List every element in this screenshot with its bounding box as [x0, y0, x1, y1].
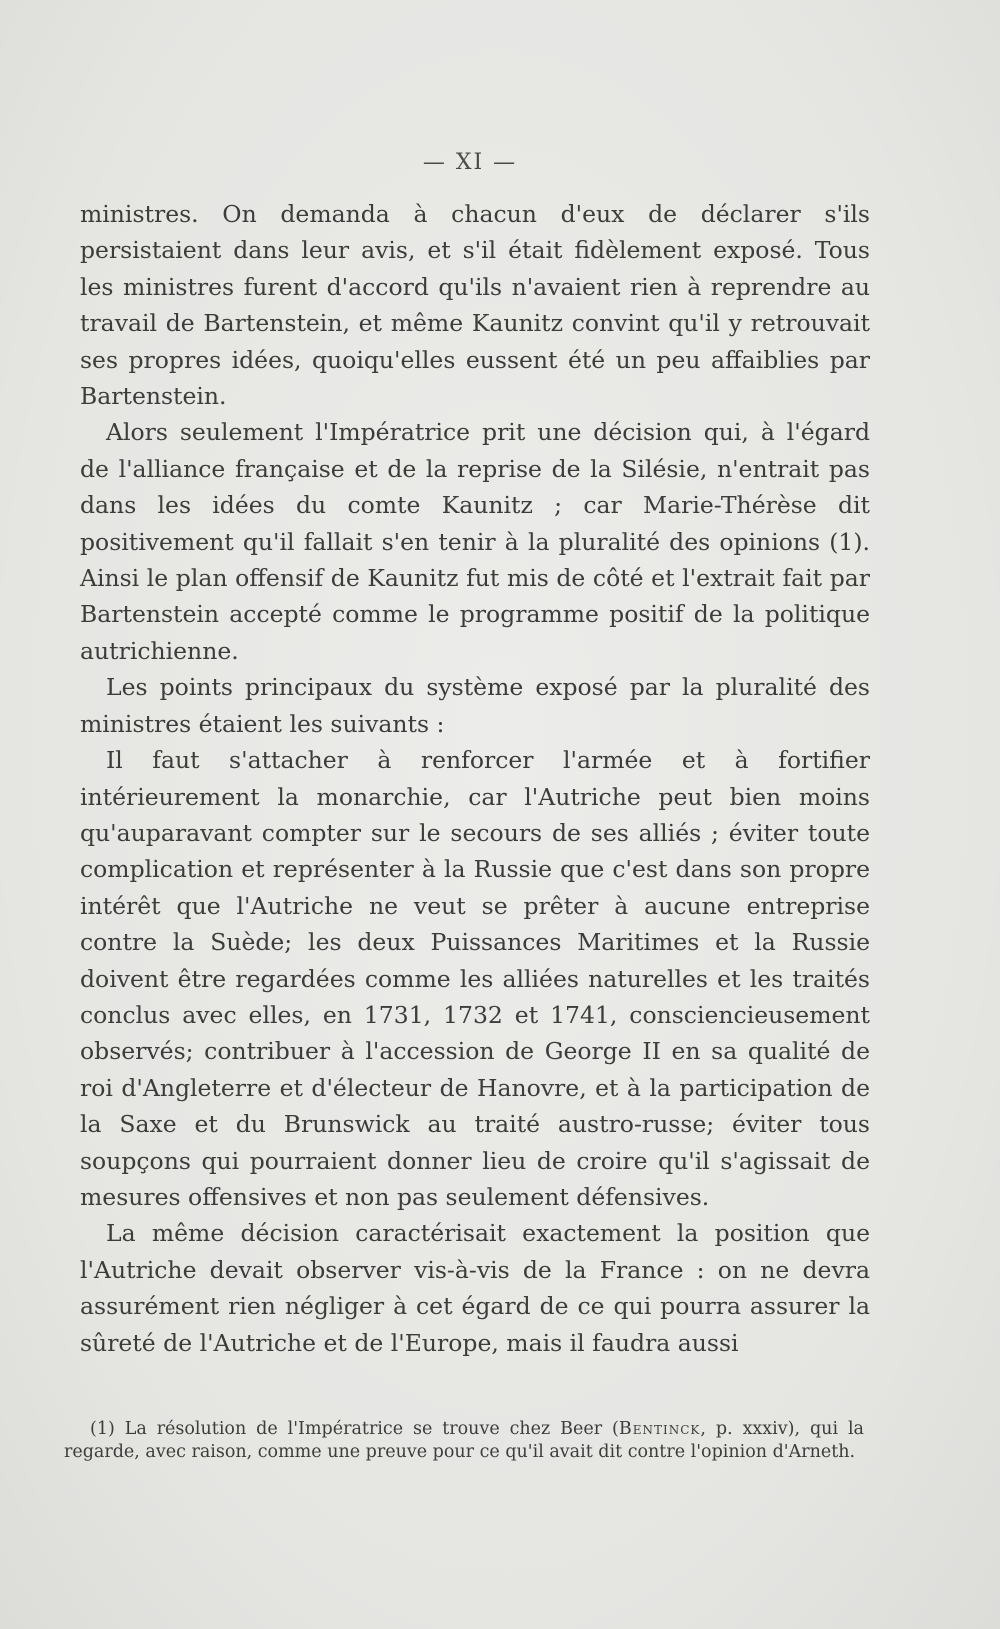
paragraph-1: ministres. On demanda à chacun d'eux de déclarer s'ils persistaient dans leur avis, et s'il était fidèlement exposé. Tous les ministres furent d'accord qu'ils n'avaient rien à reprendre au travail de Bartenstein, et même Kaunitz convint qu'il y retrouvait ses propres idées, quoiqu'elles eussent été un peu affaiblies par Bartenstein. — [80, 200, 870, 411]
footnote — [64, 1418, 864, 1464]
paragraph-2: Alors seulement l'Impératrice prit une décision qui, à l'égard de l'alliance française et de la reprise de la Silésie, n'entrait pas dans les idées du comte Kaunitz ; car Marie-Thérèse dit positivement qu'il fallait s'en tenir à la pluralité des opinions (1). Ainsi le plan offensif de Kaunitz fut mis de côté et l'extrait fait par Bartenstein accepté comme le programme positif de la politique autrichienne. — [80, 418, 870, 665]
footnote-author: Bentinck — [618, 1419, 701, 1439]
paragraph-5: La même décision caractérisait exactement la position que l'Autriche devait observer vis-à-vis de la France : on ne devra assurément rien négliger à cet égard de ce qui pourra assurer la sûreté de l'Autriche et de l'Europe, mais il faudra aussi — [80, 1219, 870, 1357]
page-number: — XI — — [422, 150, 518, 175]
footnote-text — [64, 1418, 864, 1464]
paragraph-3: Les points principaux du système exposé par la pluralité des ministres étaient les suivants : — [80, 673, 870, 738]
footnote-text-after: , p. xxxiv), qui la regarde, avec raison, comme une preuve pour ce qu'il avait dit contre l'opinion d'Arneth. — [64, 1419, 864, 1462]
body-text — [80, 196, 870, 1361]
footnote-text-before: (1) La résolution de l'Impératrice se trouve chez Beer ( — [90, 1419, 619, 1439]
paragraph-4: Il faut s'attacher à renforcer l'armée et à fortifier intérieurement la monarchie, car l'Autriche peut bien moins qu'auparavant compter sur le secours de ses alliés ; éviter toute complication et représenter à la Russie que c'est dans son propre intérêt que l'Autriche ne veut se prêter à aucune entreprise contre la Suède; les deux Puissances Maritimes et la Russie doivent être regardées comme les alliées naturelles et les traités conclus avec elles, en 1731, 1732 et 1741, consciencieusement observés; contribuer à l'accession de George II en sa qualité de roi d'Angleterre et d'électeur de Hanovre, et à la participation de la Saxe et du Brunswick au traité austro-russe; éviter tous soupçons qui pourraient donner lieu de croire qu'il s'agissait de mesures offensives et non pas seulement défensives. — [80, 746, 870, 1211]
